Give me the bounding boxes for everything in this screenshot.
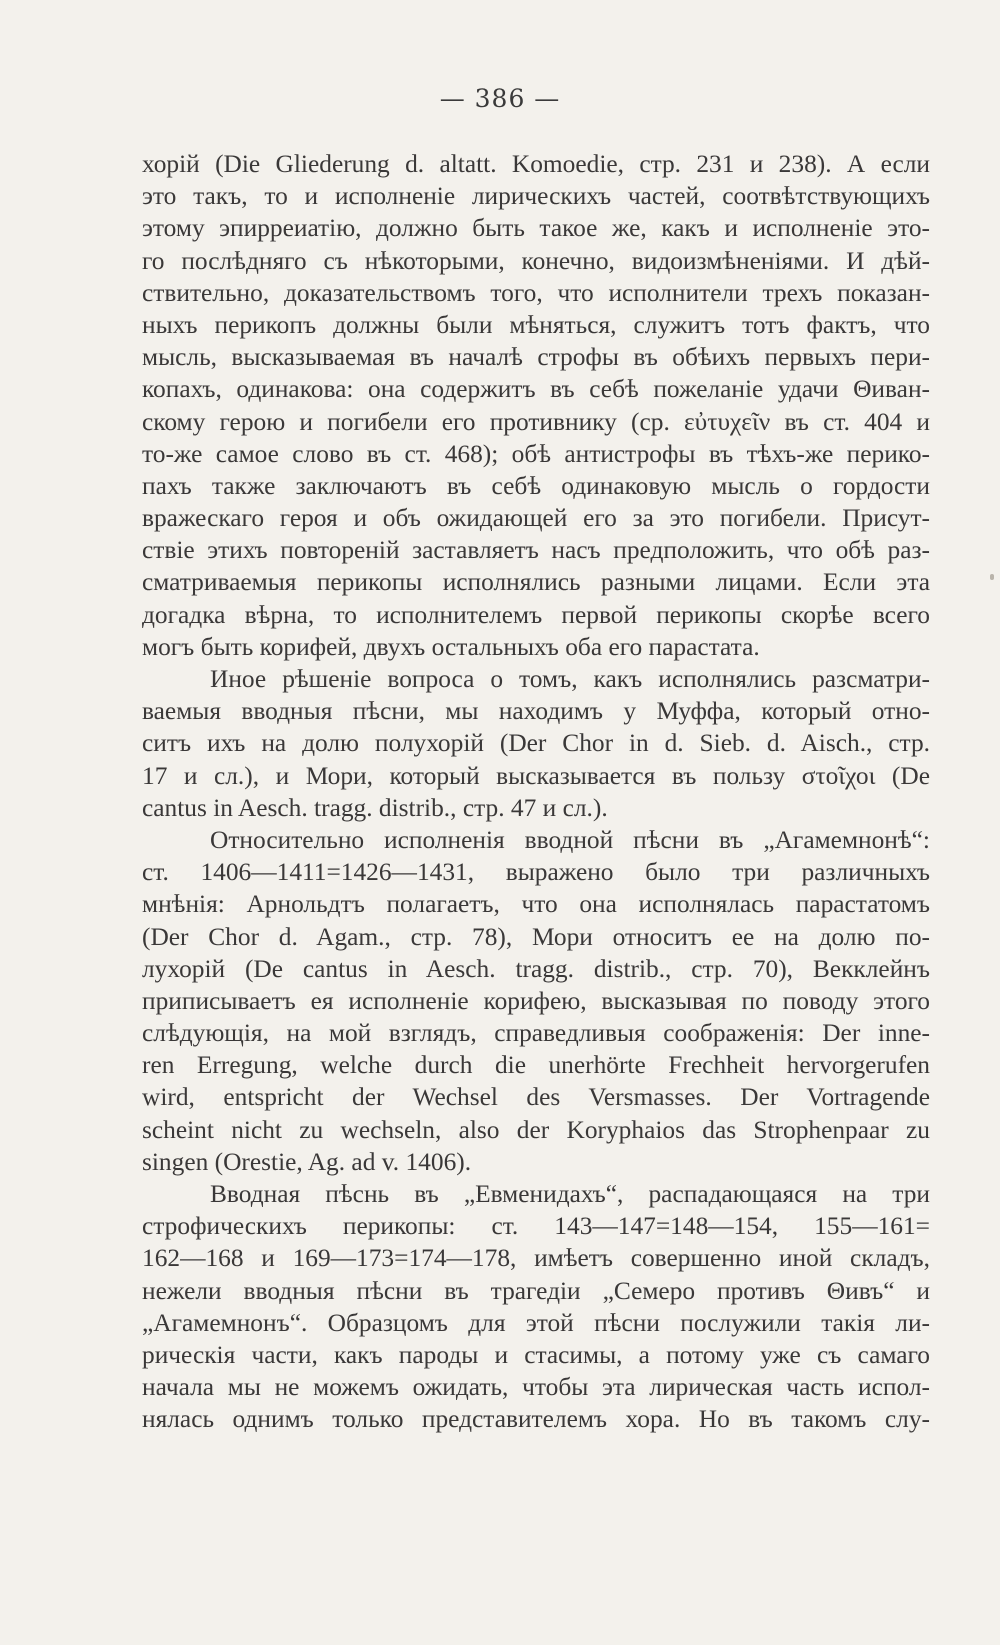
text-line: (Der Chor d. Agam., стр. 78), Мори относитъ ее на долю по- <box>142 922 930 951</box>
text-line: ствительно, доказательствомъ того, что исполнители трехъ показан- <box>142 278 930 307</box>
text-line: рическія части, какъ пароды и стасимы, а потому уже съ самаго <box>142 1340 930 1369</box>
text-line: scheint nicht zu wechseln, also der Koryphaios das Strophenpaar zu <box>142 1115 930 1144</box>
text-line: ствіе этихъ повтореній заставляетъ насъ предположить, что обѣ раз- <box>142 536 930 565</box>
text-line: ст. 1406—1411=1426—1431, выражено было три различныхъ <box>142 858 930 887</box>
text-line: нежели вводныя пѣсни въ трагедіи „Семеро противъ Θивъ“ и <box>142 1276 930 1305</box>
text-line: приписываетъ ея исполненіе корифею, высказывая по поводу этого <box>142 986 930 1015</box>
text-line: Вводная пѣснь въ „Евменидахъ“, распадающаяся на три <box>210 1180 930 1208</box>
text-line: 17 и сл.), и Мори, который высказывается въ пользу στοῖχοι (De <box>142 761 930 790</box>
text-line: ныхъ перикопъ должны были мѣняться, служитъ тотъ фактъ, что <box>142 310 930 339</box>
margin-speck <box>990 574 994 580</box>
text-line: ren Erregung, welche durch die unerhörte Frechheit hervorgerufen <box>142 1051 930 1080</box>
text-line: нялась однимъ только представителемъ хора. Но въ такомъ слу- <box>142 1405 930 1434</box>
text-line: wird, entspricht der Wechsel des Versmasses. Der Vortragende <box>142 1083 930 1112</box>
text-line: cantus in Aesch. tragg. distrib., стр. 47 и сл.). <box>142 793 608 822</box>
text-line: ваемыя вводныя пѣсни, мы находимъ у Муффа, который отно- <box>142 697 930 726</box>
text-line: ситъ ихъ на долю полухорій (Der Chor in d. Sieb. d. Aisch., стр. <box>142 729 930 758</box>
text-line: вражескаго героя и объ ожидающей его за это погибели. Присут- <box>142 504 930 533</box>
text-line: лухорій (De cantus in Aesch. tragg. distrib., стр. 70), Векклейнъ <box>142 954 930 983</box>
text-line: догадка вѣрна, то исполнителемъ первой перикопы скорѣе всего <box>142 600 930 629</box>
text-line: 162—168 и 169—173=174—178, имѣетъ совершенно иной складъ, <box>142 1244 930 1273</box>
text-line: этому эпирреиатію, должно быть такое же, какъ и исполненіе это- <box>142 214 930 243</box>
page-number: — 386 — <box>439 84 561 113</box>
text-line: „Агамемнонъ“. Образцомъ для этой пѣсни послужили такія ли- <box>142 1308 930 1337</box>
text-line: пахъ также заключаютъ въ себѣ одинаковую мысль о гордости <box>142 471 930 500</box>
body-text <box>142 148 930 1436</box>
text-line: singen (Orestie, Ag. ad v. 1406). <box>142 1147 472 1176</box>
text-line: строфическихъ перикопы: ст. 143—147=148—154, 155—161= <box>142 1212 930 1241</box>
text-line: го послѣдняго съ нѣкоторыми, конечно, видоизмѣненіями. И дѣй- <box>142 246 930 275</box>
text-line: сматриваемыя перикопы исполнялись разными лицами. Если эта <box>142 568 930 597</box>
text-line: могъ быть корифей, двухъ остальныхъ оба его парастата. <box>142 632 760 661</box>
text-line: Иное рѣшеніе вопроса о томъ, какъ исполнялись разсматри- <box>210 665 930 693</box>
text-line: мысль, высказываемая въ началѣ строфы въ обѣихъ первыхъ пери- <box>142 343 930 372</box>
text-line: хорій (Die Gliederung d. altatt. Komoedie, стр. 231 и 238). А если <box>142 150 930 178</box>
text-line: копахъ, одинакова: она содержитъ въ себѣ пожеланіе удачи Θиван- <box>142 375 930 404</box>
text-line: то-же самое слово въ ст. 468); обѣ антистрофы въ тѣхъ-же перико- <box>142 439 930 468</box>
text-line: мнѣнія: Арнольдтъ полагаетъ, что она исполнялась парастатомъ <box>142 890 930 919</box>
text-line: это такъ, то и исполненіе лирическихъ частей, соотвѣтствующихъ <box>142 182 930 211</box>
text-line: скому герою и погибели его противнику (ср. εὐτυχεῖν въ ст. 404 и <box>142 407 930 436</box>
text-line: начала мы не можемъ ожидать, чтобы эта лирическая часть испол- <box>142 1373 930 1402</box>
text-line: Относительно исполненія вводной пѣсни въ „Агамемнонѣ“: <box>210 825 930 854</box>
text-line: слѣдующія, на мой взглядъ, справедливыя соображенія: Der inne- <box>142 1019 930 1048</box>
